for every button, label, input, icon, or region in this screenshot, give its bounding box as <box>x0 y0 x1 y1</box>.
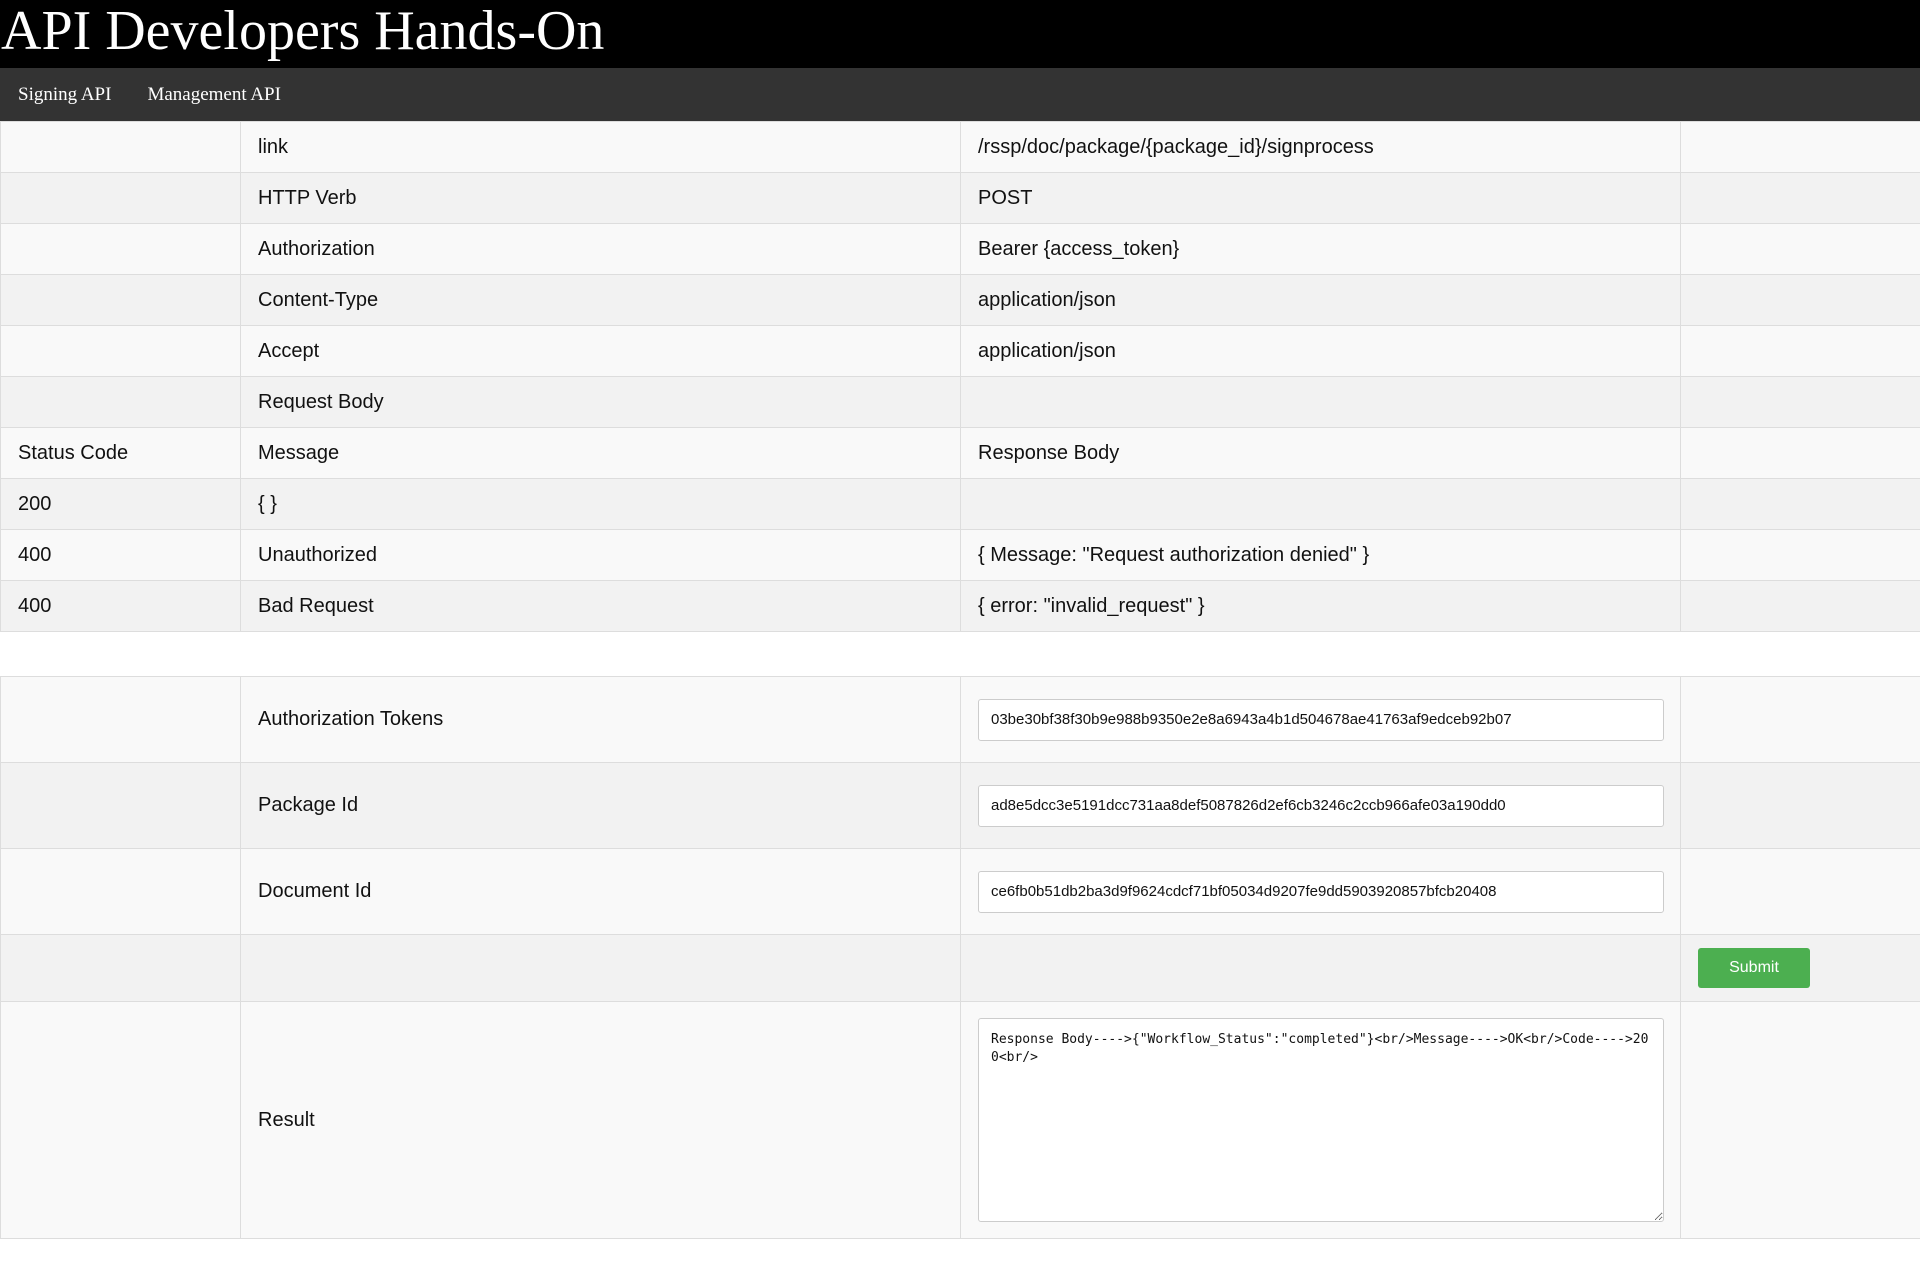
status-code: 400 <box>1 581 241 632</box>
document-id-cell <box>961 849 1681 935</box>
spec-row-link <box>1 122 1920 173</box>
spec-row-content-type <box>1 275 1920 326</box>
spec-label: Content-Type <box>241 275 961 326</box>
form-row-auth-tokens <box>1 677 1920 763</box>
spec-cell <box>1681 224 1920 275</box>
status-code-header: Status Code <box>1 428 241 479</box>
spec-cell <box>1681 122 1920 173</box>
spec-cell <box>1681 479 1920 530</box>
submit-cell <box>1681 935 1920 1002</box>
spec-label: Accept <box>241 326 961 377</box>
empty-cell <box>1 935 241 1002</box>
spec-cell <box>1681 275 1920 326</box>
response-body: { error: "invalid_request" } <box>961 581 1681 632</box>
result-cell <box>961 1002 1681 1239</box>
status-message: { } <box>241 479 961 530</box>
spec-label: Request Body <box>241 377 961 428</box>
spec-value: POST <box>961 173 1681 224</box>
spec-value <box>961 377 1681 428</box>
empty-cell <box>1 763 241 849</box>
status-message: Unauthorized <box>241 530 961 581</box>
submit-button[interactable]: Submit <box>1698 948 1810 988</box>
empty-cell <box>1681 1002 1920 1239</box>
result-textarea[interactable] <box>978 1018 1664 1222</box>
spec-row-request-body <box>1 377 1920 428</box>
page-title: API Developers Hands-On <box>0 0 1920 68</box>
response-body <box>961 479 1681 530</box>
auth-tokens-label: Authorization Tokens <box>241 677 961 763</box>
result-label: Result <box>241 1002 961 1239</box>
api-spec-table <box>0 121 1920 632</box>
form-row-submit <box>1 935 1920 1002</box>
package-id-cell <box>961 763 1681 849</box>
empty-cell <box>1681 763 1920 849</box>
top-nav <box>0 68 1920 121</box>
spec-cell <box>1681 428 1920 479</box>
document-id-input[interactable] <box>978 871 1664 913</box>
spec-row-status-200 <box>1 479 1920 530</box>
spec-value: Bearer {access_token} <box>961 224 1681 275</box>
response-body-header: Response Body <box>961 428 1681 479</box>
spec-label: link <box>241 122 961 173</box>
empty-cell <box>1681 849 1920 935</box>
spec-row-status-400-unauthorized <box>1 530 1920 581</box>
spec-value: application/json <box>961 326 1681 377</box>
empty-cell <box>1 677 241 763</box>
spec-cell <box>1681 581 1920 632</box>
form-row-document-id <box>1 849 1920 935</box>
spec-value: /rssp/doc/package/{package_id}/signprocess <box>961 122 1681 173</box>
spec-row-status-400-bad-request <box>1 581 1920 632</box>
spec-cell <box>1681 377 1920 428</box>
spec-row-authorization <box>1 224 1920 275</box>
document-id-label: Document Id <box>241 849 961 935</box>
status-code: 400 <box>1 530 241 581</box>
spec-cell <box>1681 326 1920 377</box>
spec-cell <box>1681 173 1920 224</box>
package-id-label: Package Id <box>241 763 961 849</box>
spec-cell <box>1 122 241 173</box>
nav-item-signing-api[interactable]: Signing API <box>18 84 112 105</box>
package-id-input[interactable] <box>978 785 1664 827</box>
request-form-table <box>0 676 1920 1239</box>
nav-item-management-api[interactable]: Management API <box>147 84 281 105</box>
spec-cell <box>1 224 241 275</box>
spec-cell <box>1 275 241 326</box>
spec-cell <box>1681 530 1920 581</box>
empty-cell <box>1681 677 1920 763</box>
spec-row-response-header <box>1 428 1920 479</box>
spec-row-accept <box>1 326 1920 377</box>
status-code: 200 <box>1 479 241 530</box>
empty-cell <box>961 935 1681 1002</box>
empty-cell <box>1 849 241 935</box>
spec-label: Authorization <box>241 224 961 275</box>
empty-cell <box>1 1002 241 1239</box>
response-body: { Message: "Request authorization denied" } <box>961 530 1681 581</box>
spec-label: HTTP Verb <box>241 173 961 224</box>
form-row-package-id <box>1 763 1920 849</box>
message-header: Message <box>241 428 961 479</box>
spec-cell <box>1 173 241 224</box>
empty-cell <box>241 935 961 1002</box>
auth-tokens-cell <box>961 677 1681 763</box>
spec-value: application/json <box>961 275 1681 326</box>
section-spacer <box>0 632 1920 676</box>
form-row-result <box>1 1002 1920 1239</box>
status-message: Bad Request <box>241 581 961 632</box>
auth-tokens-input[interactable] <box>978 699 1664 741</box>
spec-cell <box>1 326 241 377</box>
spec-row-http-verb <box>1 173 1920 224</box>
spec-cell <box>1 377 241 428</box>
